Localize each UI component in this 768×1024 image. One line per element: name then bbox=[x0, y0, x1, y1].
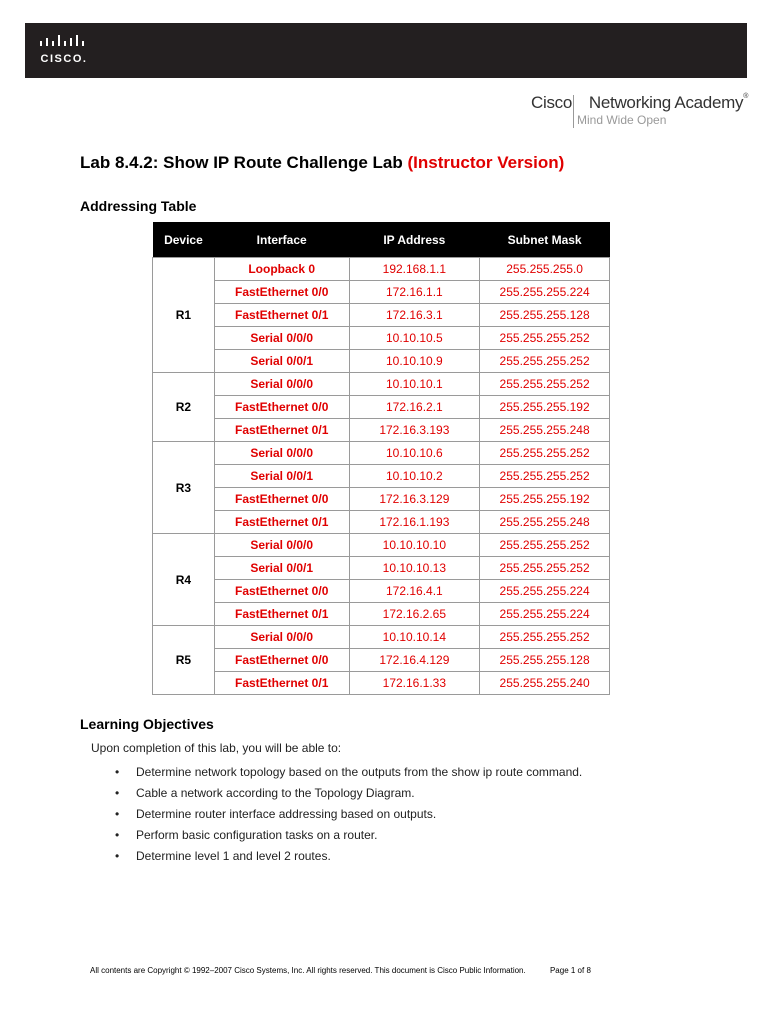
table-row bbox=[153, 350, 610, 373]
list-item bbox=[115, 764, 582, 785]
ip-address-cell: 172.16.3.193 bbox=[349, 419, 480, 442]
ip-address-cell: 172.16.2.1 bbox=[349, 396, 480, 419]
interface-cell: FastEthernet 0/1 bbox=[214, 603, 349, 626]
bullet-icon: • bbox=[115, 849, 120, 863]
ip-address-cell: 10.10.10.2 bbox=[349, 465, 480, 488]
subnet-mask-cell: 255.255.255.252 bbox=[480, 557, 610, 580]
list-item bbox=[115, 806, 582, 827]
academy-branding bbox=[531, 93, 747, 133]
subnet-mask-cell: 255.255.255.248 bbox=[480, 419, 610, 442]
academy-name: Networking Academy bbox=[588, 93, 744, 112]
ip-address-cell: 172.16.4.1 bbox=[349, 580, 480, 603]
interface-cell: FastEthernet 0/0 bbox=[214, 649, 349, 672]
cisco-bridge-icon bbox=[39, 35, 89, 49]
bullet-icon: • bbox=[115, 786, 120, 800]
interface-cell: Serial 0/0/1 bbox=[214, 557, 349, 580]
academy-title: Cisco Networking Academy® bbox=[531, 93, 749, 112]
table-row bbox=[153, 258, 610, 281]
subnet-mask-cell: 255.255.255.252 bbox=[480, 442, 610, 465]
ip-address-cell: 172.16.3.1 bbox=[349, 304, 480, 327]
ip-address-cell: 10.10.10.13 bbox=[349, 557, 480, 580]
objective-text: Cable a network according to the Topology Diagram. bbox=[136, 786, 415, 800]
academy-tagline: Mind Wide Open bbox=[577, 113, 667, 127]
subnet-mask-cell: 255.255.255.128 bbox=[480, 304, 610, 327]
interface-cell: FastEthernet 0/0 bbox=[214, 281, 349, 304]
device-cell: R3 bbox=[153, 442, 215, 534]
interface-cell: FastEthernet 0/0 bbox=[214, 580, 349, 603]
academy-divider bbox=[573, 95, 574, 128]
table-row bbox=[153, 534, 610, 557]
table-row bbox=[153, 373, 610, 396]
bullet-icon: • bbox=[115, 807, 120, 821]
title-version: (Instructor Version) bbox=[407, 153, 565, 172]
subnet-mask-cell: 255.255.255.240 bbox=[480, 672, 610, 695]
device-cell: R2 bbox=[153, 373, 215, 442]
addressing-table bbox=[152, 222, 610, 695]
ip-address-cell: 172.16.1.33 bbox=[349, 672, 480, 695]
objectives-heading: Learning Objectives bbox=[80, 716, 214, 732]
title-main: Lab 8.4.2: Show IP Route Challenge Lab bbox=[80, 153, 403, 172]
subnet-mask-cell: 255.255.255.252 bbox=[480, 327, 610, 350]
table-row bbox=[153, 442, 610, 465]
bullet-icon: • bbox=[115, 828, 120, 842]
logo-wordmark: CISCO. bbox=[40, 53, 88, 65]
ip-address-cell: 172.16.3.129 bbox=[349, 488, 480, 511]
ip-address-cell: 10.10.10.5 bbox=[349, 327, 480, 350]
interface-cell: Serial 0/0/0 bbox=[214, 373, 349, 396]
subnet-mask-cell: 255.255.255.192 bbox=[480, 396, 610, 419]
subnet-mask-cell: 255.255.255.248 bbox=[480, 511, 610, 534]
list-item bbox=[115, 785, 582, 806]
interface-cell: Serial 0/0/0 bbox=[214, 442, 349, 465]
objective-text: Determine network topology based on the outputs from the show ip route command. bbox=[136, 765, 583, 779]
table-row bbox=[153, 672, 610, 695]
objective-text: Determine level 1 and level 2 routes. bbox=[136, 849, 331, 863]
subnet-mask-cell: 255.255.255.252 bbox=[480, 534, 610, 557]
objectives-list bbox=[115, 764, 582, 869]
interface-cell: FastEthernet 0/0 bbox=[214, 396, 349, 419]
addressing-heading: Addressing Table bbox=[80, 198, 197, 214]
table-header-row bbox=[153, 222, 610, 258]
column-header: Device bbox=[153, 222, 215, 258]
objectives-intro: Upon completion of this lab, you will be able to: bbox=[91, 741, 342, 755]
subnet-mask-cell: 255.255.255.224 bbox=[480, 281, 610, 304]
header-bar bbox=[25, 23, 747, 78]
interface-cell: Serial 0/0/0 bbox=[214, 626, 349, 649]
interface-cell: Serial 0/0/1 bbox=[214, 350, 349, 373]
table-row bbox=[153, 281, 610, 304]
page-number: Page 1 of 8 bbox=[549, 966, 591, 975]
interface-cell: Serial 0/0/1 bbox=[214, 465, 349, 488]
interface-cell: Loopback 0 bbox=[214, 258, 349, 281]
table-row bbox=[153, 603, 610, 626]
page-title bbox=[80, 153, 564, 173]
table-body bbox=[153, 258, 610, 695]
column-header: Interface bbox=[214, 222, 349, 258]
ip-address-cell: 172.16.1.193 bbox=[349, 511, 480, 534]
interface-cell: FastEthernet 0/1 bbox=[214, 419, 349, 442]
ip-address-cell: 10.10.10.6 bbox=[349, 442, 480, 465]
objective-text: Determine router interface addressing based on outputs. bbox=[136, 807, 437, 821]
bullet-icon: • bbox=[115, 765, 120, 779]
footer bbox=[90, 966, 591, 975]
table-row bbox=[153, 626, 610, 649]
list-item bbox=[115, 827, 582, 848]
footer-copyright: All contents are Copyright © 1992–2007 Cisco Systems, Inc. All rights reserved. This document is Cisco Public Information. bbox=[90, 966, 526, 975]
table-row bbox=[153, 465, 610, 488]
table-row bbox=[153, 557, 610, 580]
interface-cell: Serial 0/0/0 bbox=[214, 534, 349, 557]
device-cell: R4 bbox=[153, 534, 215, 626]
subnet-mask-cell: 255.255.255.252 bbox=[480, 373, 610, 396]
column-header: IP Address bbox=[349, 222, 480, 258]
interface-cell: Serial 0/0/0 bbox=[214, 327, 349, 350]
subnet-mask-cell: 255.255.255.252 bbox=[480, 626, 610, 649]
subnet-mask-cell: 255.255.255.0 bbox=[480, 258, 610, 281]
objective-text: Perform basic configuration tasks on a router. bbox=[136, 828, 378, 842]
table-row bbox=[153, 419, 610, 442]
list-item bbox=[115, 848, 582, 869]
academy-brand: Cisco bbox=[531, 93, 573, 112]
table-row bbox=[153, 396, 610, 419]
device-cell: R1 bbox=[153, 258, 215, 373]
table-row bbox=[153, 488, 610, 511]
subnet-mask-cell: 255.255.255.224 bbox=[480, 603, 610, 626]
ip-address-cell: 172.16.1.1 bbox=[349, 281, 480, 304]
ip-address-cell: 10.10.10.1 bbox=[349, 373, 480, 396]
table-row bbox=[153, 649, 610, 672]
device-cell: R5 bbox=[153, 626, 215, 695]
ip-address-cell: 10.10.10.14 bbox=[349, 626, 480, 649]
cisco-logo bbox=[39, 35, 99, 67]
subnet-mask-cell: 255.255.255.252 bbox=[480, 350, 610, 373]
ip-address-cell: 172.16.4.129 bbox=[349, 649, 480, 672]
ip-address-cell: 192.168.1.1 bbox=[349, 258, 480, 281]
column-header: Subnet Mask bbox=[480, 222, 610, 258]
ip-address-cell: 172.16.2.65 bbox=[349, 603, 480, 626]
interface-cell: FastEthernet 0/1 bbox=[214, 672, 349, 695]
subnet-mask-cell: 255.255.255.224 bbox=[480, 580, 610, 603]
interface-cell: FastEthernet 0/1 bbox=[214, 304, 349, 327]
ip-address-cell: 10.10.10.9 bbox=[349, 350, 480, 373]
interface-cell: FastEthernet 0/0 bbox=[214, 488, 349, 511]
table-row bbox=[153, 511, 610, 534]
subnet-mask-cell: 255.255.255.192 bbox=[480, 488, 610, 511]
interface-cell: FastEthernet 0/1 bbox=[214, 511, 349, 534]
ip-address-cell: 10.10.10.10 bbox=[349, 534, 480, 557]
table-row bbox=[153, 327, 610, 350]
table-row bbox=[153, 304, 610, 327]
table-row bbox=[153, 580, 610, 603]
subnet-mask-cell: 255.255.255.128 bbox=[480, 649, 610, 672]
subnet-mask-cell: 255.255.255.252 bbox=[480, 465, 610, 488]
